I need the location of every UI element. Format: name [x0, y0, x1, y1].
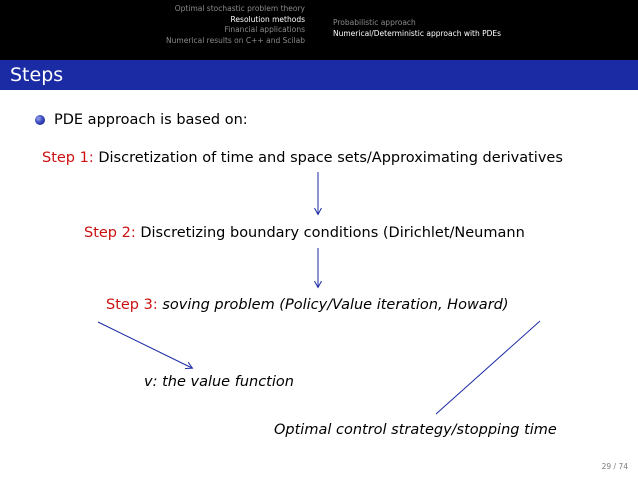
nav-section-optimal-stochastic-theory[interactable]: Optimal stochastic problem theory: [174, 4, 305, 13]
value-function-symbol: v: [144, 374, 153, 390]
step-2-label: Step 2:: [84, 225, 136, 241]
nav-section-resolution-methods[interactable]: Resolution methods: [230, 14, 305, 24]
nav-section-financial-applications[interactable]: Financial applications: [224, 25, 305, 34]
step-1-text: Discretization of time and space sets/Approximating derivatives: [98, 150, 563, 166]
subsection-navigation: [319, 0, 638, 60]
step-3-label: Step 3:: [106, 297, 158, 313]
navigation-bar: [0, 0, 638, 60]
arrow-step3-to-value: [98, 322, 192, 368]
step-3: [106, 295, 509, 315]
nav-subsection-probabilistic-approach[interactable]: Probabilistic approach: [333, 18, 416, 27]
section-navigation: [0, 0, 319, 60]
step-2: [84, 223, 525, 243]
value-function-output: [144, 372, 294, 392]
value-function-text: : the value function: [152, 374, 294, 390]
step-3-text: soving problem (Policy/Value iteration, Howard): [162, 297, 509, 313]
step-1-label: Step 1:: [42, 150, 94, 166]
bullet-text: PDE approach is based on:: [54, 112, 248, 128]
bullet-item: [35, 110, 248, 130]
optimal-control-output: Optimal control strategy/stopping time: [274, 422, 557, 438]
nav-subsection-pde-approach[interactable]: Numerical/Deterministic approach with PDEs: [333, 28, 502, 38]
page-number: 29 / 74: [601, 462, 628, 471]
frame-title-bar: [0, 60, 638, 90]
frame-title: Steps: [10, 64, 64, 86]
arrow-step3-to-control: [436, 321, 540, 414]
step-1: [42, 148, 563, 168]
bullet-ball-icon: [35, 115, 45, 125]
step-2-text: Discretizing boundary conditions (Dirichlet/Neumann: [140, 225, 525, 241]
nav-section-numerical-results[interactable]: Numerical results on C++ and Scilab: [166, 35, 305, 45]
